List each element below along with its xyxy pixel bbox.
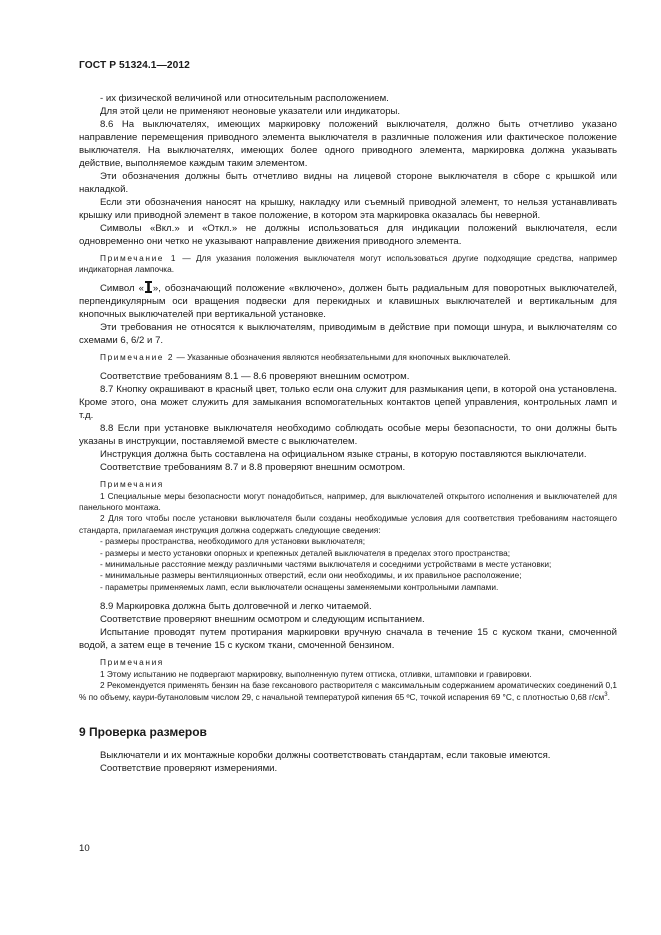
paragraph: Инструкция должна быть составлена на официальном языке страны, в которую поставляются выключатели.: [100, 449, 587, 461]
clause-8-8: 8.8 Если при установке выключателя необходимо соблюдать особые меры безопасности, то они должны быть указаны в инструкции, поставляемой вместе с выключателем.: [79, 423, 617, 448]
paragraph-text: Символ «: [100, 282, 144, 294]
paragraph: Соответствие требованиям 8.7 и 8.8 проверяют внешним осмотром.: [100, 462, 406, 474]
document-header: ГОСТ Р 51324.1—2012: [79, 60, 190, 71]
clause-8-7: 8.7 Кнопку окрашивают в красный цвет, только если она служит для размыкания цепи, в которой она установлена. Кроме этого, она может служить для замыкания вспомогательных контактов цепей управления, контрольных ламп и т.д.: [79, 384, 617, 422]
notes-heading: Примечания: [100, 479, 164, 490]
paragraph: - их физической величиной или относительным расположением.: [100, 93, 389, 104]
page-number: 10: [79, 843, 90, 854]
notes-heading: Примечания: [100, 657, 164, 668]
paragraph-text: », обозначающий положение «включено», должен быть радиальным для поворотных выключателей, перпендикулярным оси вращения подвески для перекидных и клавишных выключателей и вертикальным для кнопочных выключателей при вертикальной установке.: [79, 282, 617, 320]
paragraph: Соответствие проверяют внешним осмотром и следующим испытанием.: [100, 614, 425, 626]
note-list-item: - размеры и место установки опорных и крепежных деталей выключателя в пределах этого пространства;: [100, 547, 511, 558]
note-list-item: - минимальные расстояние между различными частями выключателя и соседними устройствами в месте установки;: [100, 559, 552, 570]
paragraph: Соответствие проверяют измерениями.: [100, 762, 278, 774]
clause-8-9: 8.9 Маркировка должна быть долговечной и легко читаемой.: [100, 601, 372, 613]
note-item: [79, 680, 617, 703]
paragraph: Для этой цели не применяют неоновые указатели или индикаторы.: [100, 106, 401, 117]
paragraph-symbol: [79, 281, 617, 321]
note-text: — Указанные обозначения являются необязательными для кнопочных выключателей.: [174, 351, 511, 362]
paragraph: Если эти обозначения наносят на крышку, накладку или съемный приводной элемент, то нельзя устанавливать крышку или приводной элемент в такое положение, в котором эта маркировка оказалась бы неверной.: [79, 197, 617, 221]
note-item: 1 Специальные меры безопасности могут понадобиться, например, для выключателей открытого исполнения и выключателей для панельного монтажа.: [79, 490, 617, 513]
paragraph: Испытание проводят путем протирания маркировки вручную сначала в течение 15 с куском ткани, смоченной водой, а затем еще в течение 15 с куском ткани, смоченной бензином.: [79, 627, 617, 652]
note-list-item: - минимальные размеры вентиляционных отверстий, если они необходимы, и их правильное расположение;: [100, 570, 522, 581]
note-list-item: - размеры пространства, необходимого для установки выключателя;: [100, 536, 366, 547]
note-text: 2 Рекомендуется применять бензин на базе гексанового растворителя с максимальным содержанием ароматических соединений 0,1 % по объему, каури-бутаноловым числом 29, с начальной температурой кипения 65 ºС, точкой испарения 69 °С, с плотностью 0,68 г/см: [79, 680, 617, 702]
note-label: Примечание 1: [100, 253, 178, 263]
section-heading: 9 Проверка размеров: [79, 724, 207, 739]
paragraph: Символы «Вкл.» и «Откл.» не должны использоваться для индикации положений выключателя, если одновременно они четко не указывают направление движения приводного элемента.: [79, 223, 617, 247]
note-item: 2 Для того чтобы после установки выключателя были созданы необходимые условия для соответствия требованиям настоящего стандарта, прилагаемая инструкция должна содержать следующие сведения:: [79, 513, 617, 535]
paragraph: Эти требования не относятся к выключателям, приводимым в действие при помощи шнура, и выключателям со схемами 6, 6/2 и 7.: [79, 321, 617, 346]
clause-8-6: 8.6 На выключателях, имеющих маркировку положений выключателя, должно быть отчетливо указано направление перемещения приводного элемента выключателя в различные положения или фактическое положение выключателя. На выключателях, имеющих более одного приводного элемента, маркировка должна указывать действие, выполняемое каждым таким элементом.: [79, 119, 617, 169]
page-content: [79, 92, 617, 775]
note-label: Примечание 2: [100, 351, 175, 362]
note-1: [79, 253, 617, 276]
note-list-item: - параметры применяемых ламп, если выключатели оснащены заменяемыми контрольными лампами.: [100, 581, 499, 592]
note-item: 1 Этому испытанию не подвергают маркировку, выполненную путем оттиска, отливки, штамповки и гравировки.: [100, 668, 532, 679]
paragraph: Соответствие требованиям 8.1 — 8.6 проверяют внешним осмотром.: [100, 371, 410, 383]
paragraph: Эти обозначения должны быть отчетливо видны на лицевой стороне выключателя в сборе с крышкой или накладкой.: [79, 171, 617, 195]
note-2: [79, 352, 617, 363]
paragraph: Выключатели и их монтажные коробки должны соответствовать стандартам, если таковые имеются.: [100, 749, 551, 761]
note-text: .: [607, 691, 610, 702]
note-text: — Для указания положения выключателя могут использоваться другие подходящие средства, например индикаторная лампочка.: [79, 253, 617, 275]
superscript: 3: [604, 691, 608, 698]
on-position-symbol-icon: [145, 281, 152, 293]
